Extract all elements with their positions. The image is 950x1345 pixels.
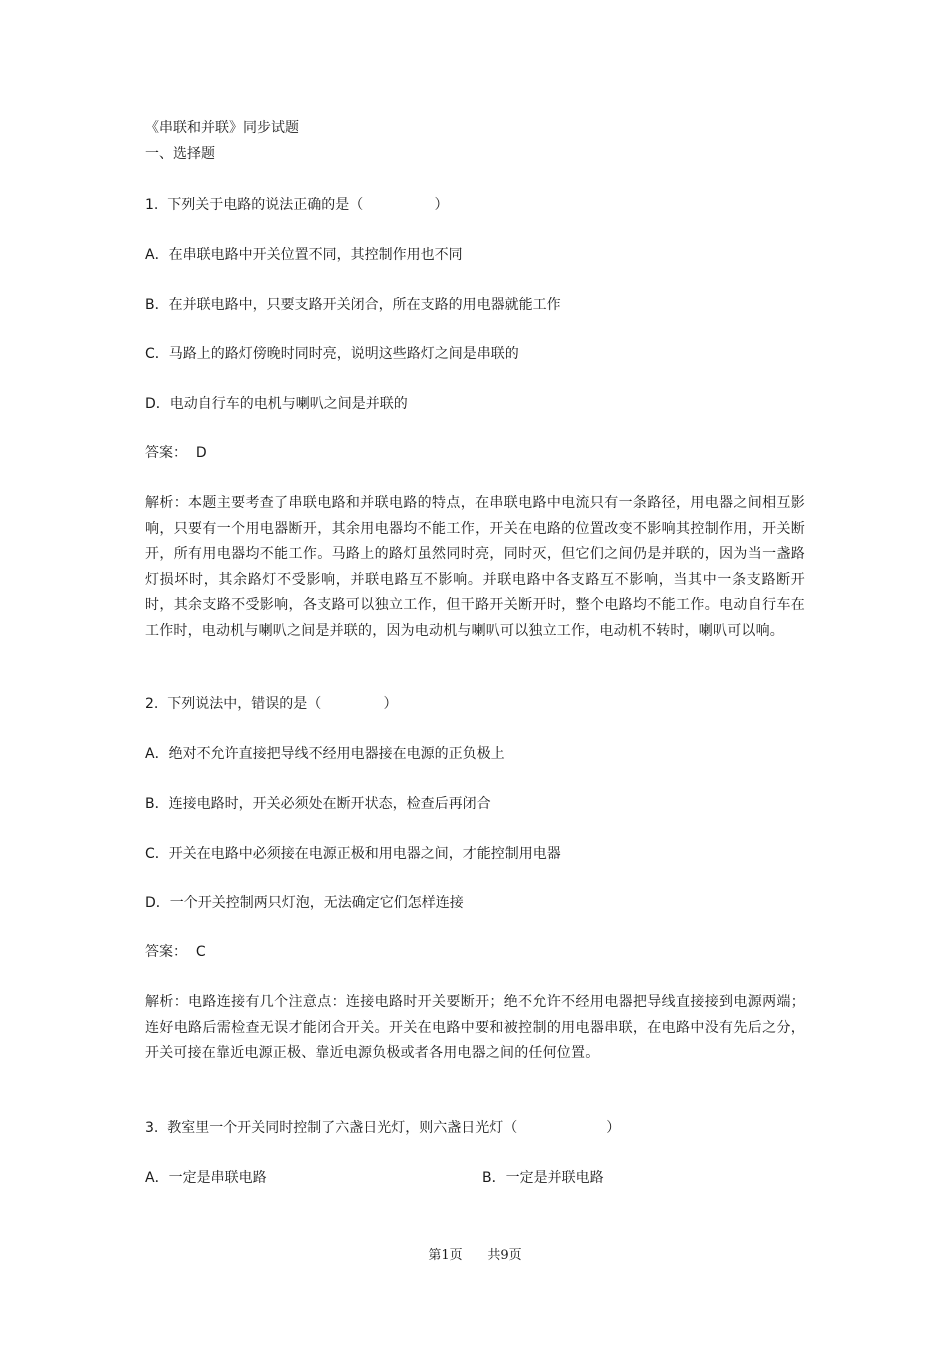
question-1-option-c: C．马路上的路灯傍晚时同时亮，说明这些路灯之间是串联的 (145, 346, 519, 362)
section-heading: 一、选择题 (145, 146, 215, 162)
question-2-answer: 答案： C (145, 944, 206, 960)
page-footer: 第1页 共9页 (428, 1248, 522, 1263)
question-3-stem: 3. 教室里一个开关同时控制了六盏日光灯，则六盏日光灯（ ） (145, 1120, 621, 1136)
question-1-analysis: 解析：本题主要考查了串联电路和并联电路的特点，在串联电路中电流只有一条路径，用电器之间相互影响，只要有一个用电器断开，其余用电器均不能工作，开关在电路的位置改变不影响其控制作用，开关断开，所有用电器均不能工作。马路上的路灯虽然同时亮，同时灭，但它们之间仍是并联的，因为当一盏路灯损坏时，其余路灯不受影响，并联电路互不影响。并联电路中各支路互不影响，当其中一条支路断开时，其余支路不受影响，各支路可以独立工作，但干路开关断开时，整个电路均不能工作。电动自行车在工作时，电动机与喇叭之间是并联的，因为电动机与喇叭可以独立工作，电动机不转时，喇叭可以响。 (145, 495, 805, 639)
question-1-answer: 答案： D (145, 445, 207, 461)
question-2-option-b: B．连接电路时，开关必须处在断开状态，检查后再闭合 (145, 796, 491, 812)
question-2-option-c: C．开关在电路中必须接在电源正极和用电器之间，才能控制用电器 (145, 846, 561, 862)
document-title: 《串联和并联》同步试题 (145, 120, 299, 136)
question-2-analysis: 解析：电路连接有几个注意点：连接电路时开关要断开；绝不允许不经用电器把导线直接接到电源两端；连好电路后需检查无误才能闭合开关。开关在电路中要和被控制的用电器串联，在电路中没有先后之分，开关可接在靠近电源正极、靠近电源负极或者各用电器之间的任何位置。 (145, 994, 805, 1061)
question-1-option-d: D．电动自行车的电机与喇叭之间是并联的 (145, 396, 408, 412)
question-1-option-a: A．在串联电路中开关位置不同，其控制作用也不同 (145, 247, 463, 263)
question-3-option-a: A．一定是串联电路 (145, 1170, 267, 1186)
question-1-option-b: B．在并联电路中，只要支路开关闭合，所在支路的用电器就能工作 (145, 297, 561, 313)
question-3-option-b: B．一定是并联电路 (482, 1170, 604, 1186)
question-2-stem: 2. 下列说法中，错误的是（ ） (145, 696, 398, 712)
question-1-stem: 1. 下列关于电路的说法正确的是（ ） (145, 197, 449, 213)
question-2-option-d: D．一个开关控制两只灯泡，无法确定它们怎样连接 (145, 895, 464, 911)
question-2-option-a: A．绝对不允许直接把导线不经用电器接在电源的正负极上 (145, 746, 505, 762)
